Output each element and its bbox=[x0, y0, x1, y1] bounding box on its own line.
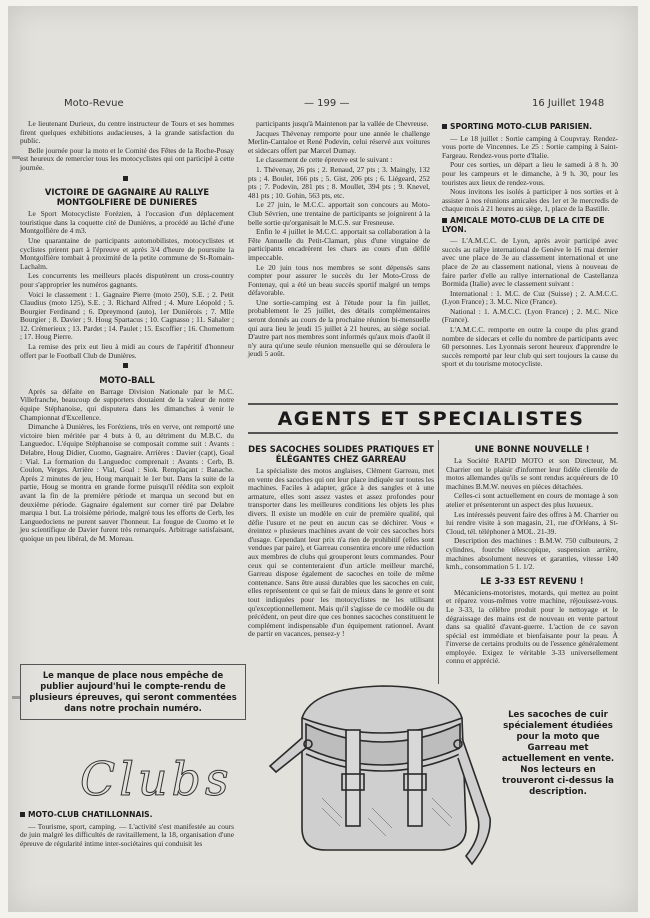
paragraph: Après sa défaite en Barrage Division Nationale par le M.C. Villefranche, beaucoup de supporters doutaient de la valeur de notre équipe Stéphanoise, qui disputera dans les dimanches à venir le Championnat d'Excellence. bbox=[20, 386, 234, 422]
article-heading-nouvelle: UNE BONNE NOUVELLE ! bbox=[474, 444, 590, 454]
paragraph: Le 20 juin tous nos membres se sont dépensés sans compter pour assurer le succès du 1er Moto-Cross de Fontenay, qui a été un beau succès sportif malgré un temps défavorable. bbox=[248, 262, 430, 298]
paragraph: National : 1. A.M.C.C. (Lyon France) ; 2. M.C. Nice (France). bbox=[442, 306, 618, 325]
sacoches-article bbox=[248, 440, 434, 640]
paragraph: Belle journée pour la moto et le Comité des Fêtes de la Roche-Posay est heureux de remercier tous les motocyclistes qui ont participé à cette journée. bbox=[20, 145, 234, 172]
article-heading-gagnaire: VICTOIRE DE GAGNAIRE AU RALLYE MONTGOLFIERE DE DUNIERES bbox=[44, 187, 210, 208]
article-heading-motoball: MOTO-BALL bbox=[99, 374, 155, 385]
paragraph: 1. Thévenay, 26 pts ; 2. Renaud, 27 pts ; 3. Maingly, 132 pts ; 4. Boulet, 166 pts ; 5. Gist, 206 pts ; 6. Liégeard, 252 pts ; 7. Podevin, 281 pts ; 8. Moullet, 394 pts ; 9. Knevel, 481 pts ; 10. Gohin, 563 pts, etc. bbox=[248, 164, 430, 200]
column-2 bbox=[248, 120, 430, 360]
paragraph: Le 27 juin, le M.C.C. apportait son concours au Moto-Club Sévrien, une trentaine de participants se joignirent à la belle sortie qu'organisait le M.C.S. sur Fresneuse. bbox=[248, 200, 430, 227]
paragraph: Celles-ci sont actuellement en cours de montage à son atelier et présenteront un aspect des plus luxueux. bbox=[446, 491, 618, 509]
paragraph: — L'A.M.C.C. de Lyon, après avoir participé avec succès au rallye international de Genève le 16 mai dernier avec une place de 3e au classement international et une place de 2e au classement national, viens à nouveau de faire parler d'elle au rallye international de Castellanza Bormida (Italie) avec le classement suivant : bbox=[442, 236, 618, 289]
divider bbox=[248, 403, 618, 405]
paragraph: Le classement de cette épreuve est le suivant : bbox=[256, 155, 393, 165]
paragraph: Mécaniciens-motoristes, motards, qui mettez au point et réparez vous-mêmes votre machine, réjouissez-vous. Le 3-33, la célèbre produit pour le nettoyage et le dégraissage des mains est de nouveau en vente partout dans sa qualité d'avant-guerre. L'action de ce savon spécial est immédiate et bienfaisante pour la peau. À l'inverse de certains produits ou de l'essence généralement employée. Exigez le véritable 3-33 universellement connu et apprécié. bbox=[446, 587, 618, 666]
paragraph: Pour ces sorties, un départ a lieu le samedi à 8 h. 30 pour les campeurs et le dimanche, à 9 h. 30, pour les touristes aux lieux de rendez-vous. bbox=[442, 160, 618, 187]
club-heading-amicale: AMICALE MOTO-CLUB DE LA CITE DE LYON. bbox=[442, 215, 605, 234]
club-heading-sporting: SPORTING MOTO-CLUB PARISIEN. bbox=[442, 123, 618, 132]
illustration-caption: Les sacoches de cuir spécialement étudiées pour la moto que Garreau met actuellement en vente. Nos lecteurs en trouveront ci-dessus la description. bbox=[501, 710, 615, 797]
column-rule bbox=[438, 440, 439, 684]
issue-date: 16 Juillet 1948 bbox=[532, 98, 605, 109]
editorial-note-box: Le manque de place nous empêche de publier aujourd'hui le compte-rendu de plusieurs épreuves, qui seront commentées dans notre prochain numéro. bbox=[20, 664, 246, 720]
paragraph: La Société RAPID MOTO et son Directeur, M. Charrier ont le plaisir d'informer leur fidèle clientèle de motos allemandes qu'ils se sont rendus acquéreurs de 10 machines B.M.W. neuves en pièces détachées. bbox=[446, 456, 618, 491]
separator bbox=[20, 362, 234, 371]
paragraph: Nous invitons les isolés à participer à nos sorties et à assister à nos réunions amicales des 1er et 3e mercredis de chaque mois à 21 heures au siège, 1, place de la Bastille. bbox=[442, 187, 618, 214]
staple bbox=[12, 696, 20, 699]
paragraph: participants jusqu'à Maintenon par la vallée de Chevreuse. bbox=[256, 119, 429, 128]
column-1 bbox=[20, 120, 234, 545]
article-heading-sacoches: DES SACOCHES SOLIDES PRATIQUES ET ÉLÉGANTES CHEZ GARREAU bbox=[248, 444, 434, 464]
paragraph: — Tourisme, sport, camping. — L'activité s'est manifestée au cours de juin malgré les difficultés de ravitaillement, la 18, organisation d'une épreuve de régularité intime inter-sociétaires qui conduisit les bbox=[20, 821, 234, 848]
paragraph: L'A.M.C.C. remporte en outre la coupe du plus grand nombre de sidecars et celle du nombre de participants avec 60 personnes. Les Lyonnais seront heureux d'apprendre le succès remporté par leur club qui sert toujours la cause du sport et du tourisme motocycliste. bbox=[442, 325, 618, 369]
paragraph: Les intéressés peuvent faire des offres à M. Charrier ou lui rendre visite à son magasin, 21, rue d'Orléans, à St-Cloud, tél. téléphoner à MOL. 21-39. bbox=[446, 509, 618, 536]
page-number: — 199 — bbox=[304, 98, 350, 109]
saddlebag-illustration bbox=[262, 678, 498, 874]
agents-specialistes-banner: AGENTS ET SPECIALISTES bbox=[277, 408, 585, 430]
clubs-section-title: Clubs bbox=[80, 752, 233, 806]
paragraph: Jacques Thévenay remporte pour une année le challenge Merlin-Cantaloe et René Podevin, celui réservé aux voitures et sidecars offert par Marcel Dumay. bbox=[248, 128, 430, 155]
running-header-title: Moto-Revue bbox=[64, 98, 124, 109]
paragraph: Une quarantaine de participants automobilistes, motocyclistes et cyclistes prirent part à l'épreuve et après 3/4 d'heure de poursuite la Montgolfière tombait à proximité de la petite commune de St-Romain-Lachalm. bbox=[20, 235, 234, 271]
separator bbox=[20, 175, 234, 184]
clubs-column bbox=[20, 808, 234, 849]
staple bbox=[12, 156, 20, 159]
club-heading-chatillon: MOTO-CLUB CHATILLONNAIS. bbox=[20, 811, 234, 820]
article-heading-333: LE 3-33 EST REVENU ! bbox=[480, 575, 584, 586]
paragraph: Les concurrents les meilleurs placés disputèrent un cross-country pour s'approprier les numéros gagnants. bbox=[20, 271, 234, 289]
paragraph: La spécialiste des motos anglaises, Clément Garreau, met en vente des sacoches qui ont leur place indiquée sur toutes les machines. Faciles à adapter, grâce à des sangles et à une armature, elles sont assez vastes et assez profondes pour transporter dans les meilleures conditions les objets les plus divers. Il existe un modèle en cuir de première qualité, qui défie l'usure et ne peut en aucun cas se déchirer. Vous « éreintez » plusieurs machines avant de voir ces sacoches hors d'usage. Cependant leur prix n'a rien de prohibitif (elles sont vendues par paire), et Garreau consentira encore une réduction aux membres de clubs qui grouperont leurs commandes. Pour ceux qui se contenteraient d'un article meilleur marché, Garreau dispose également de sacoches en toile de même contenance. Sans être aussi durables que les sacoches en cuir, elles représentent ce qui se fait de mieux dans le genre et sont tout indiquées pour les motocyclistes ne les utilisant qu'exceptionnellement. Mais qu'il s'agisse de ce modèle ou du précédent, on peut dire que ces bonnes sacoches constituent le complément indispensable d'un équipement rationnel. Avant de partir en vacances, pensez-y ! bbox=[248, 466, 434, 639]
paragraph: — Le 18 juillet : Sortie camping à Coupvray. Rendez-vous porte de Vincennes. Le 25 : Sortie camping à Saint-Fargeau. Rendez-vous porte d'Italie. bbox=[442, 133, 618, 160]
paragraph: Dimanche à Dunières, les Foréziens, très en verve, ont remporté une victoire bien méritée par 4 buts à 0, au détriment du M.B.C. du Languedoc. L'équipe Stéphanoise se composait comme suit : Avants : Delabre, Houg Didier, Cuomo, Gagnaire. Arrières : Davier (capt), Goal : Vial. La formation du Languedoc comprenait : Avants : Cerb, B. Coulon, Verges. Arrière : Vial, Goal : Siok. Remplaçant : Banache. Après 2 minutes de jeu, Houg marquait le 1er but. Dans la suite de la partie, Houg se montra en grande forme puisqu'il réédita son exploit avant la fin de la première période et marqua un second but en deuxième période. Gagnaire également sur corner tiré par Delabre marqua 1 but. La troisième période, malgré tous les efforts de Cerb, les Languedociens ne purent sauver l'honneur. La fougue de Cuomo et le jeu scientifique de Davier furent très remarqués. Arbitrage satisfaisant, quoique un peu libéral, de M. Moreau. bbox=[20, 422, 234, 543]
paragraph: Description des machines : B.M.W. 750 culbuteurs, 2 cylindres, fourche télescopique, suspension arrière, machines absolument neuves et garanties, vitesse 140 kmh., consommation 5 1. 1/2. bbox=[446, 536, 618, 572]
paragraph: Le lieutenant Durieux, du centre instructeur de Tours et ses hommes firent quelques exhibitions audacieuses, à la grande satisfaction du public. bbox=[20, 119, 234, 146]
paragraph: Enfin le 4 juillet le M.C.C. apportait sa collaboration à la Fête Annuelle du Petit-Clamart, plus d'une vingtaine de participants encadrèrent les chars au cours d'un défilé impeccable. bbox=[248, 227, 430, 262]
paragraph: Le Sport Motocycliste Forézien, à l'occasion d'un déplacement touristique dans la coquette cité de Dunières, a procédé au lâché d'une Montgolfière de 4 m3. bbox=[20, 209, 234, 236]
paragraph: International : 1. M.C. de Cuz (Suisse) ; 2. A.M.C.C. (Lyon France) ; 3. M.C. Nice (France). bbox=[442, 288, 618, 307]
paragraph: Une sortie-camping est à l'étude pour la fin juillet, probablement le 25 juillet, des détails complémentaires seront donnés au cours de la prochaine réunion bi-mensuelle qui aura lieu le jeudi 15 juillet à 21 heures, au siège social. D'autre part nos membres sont informés qu'aux mois d'août il n'y aura qu'une seule réunion mensuelle qui se déroulera le jeudi 5 août. bbox=[248, 297, 430, 359]
specialists-column bbox=[446, 440, 618, 667]
paragraph: La remise des prix eut lieu à midi au cours de l'apéritif d'honneur offert par le Football Club de Dunières. bbox=[20, 342, 234, 360]
column-3 bbox=[442, 120, 618, 370]
divider bbox=[248, 432, 618, 434]
paragraph: Voici le classement : 1. Gagnaire Pierre (moto 250), S.E. ; 2. Petit Claudius (moto 125), S.E. ; 3. Richard Alfred ; 4. Mure Léopold ; 5. Bourgier Ferdinand ; 6. Dpreymond (auto), 1er Dunièrois ; 7. Mlle Bourgier ; 8. Davier ; 9. Houg Spartacus ; 10. Cagnasso ; 11. Sahaler ; 12. Crémerieux ; 13. Pardet ; 14. Paulet ; 15. Escoffier ; 16. Chomettom ; 17. Houg Pierre. bbox=[20, 289, 234, 342]
